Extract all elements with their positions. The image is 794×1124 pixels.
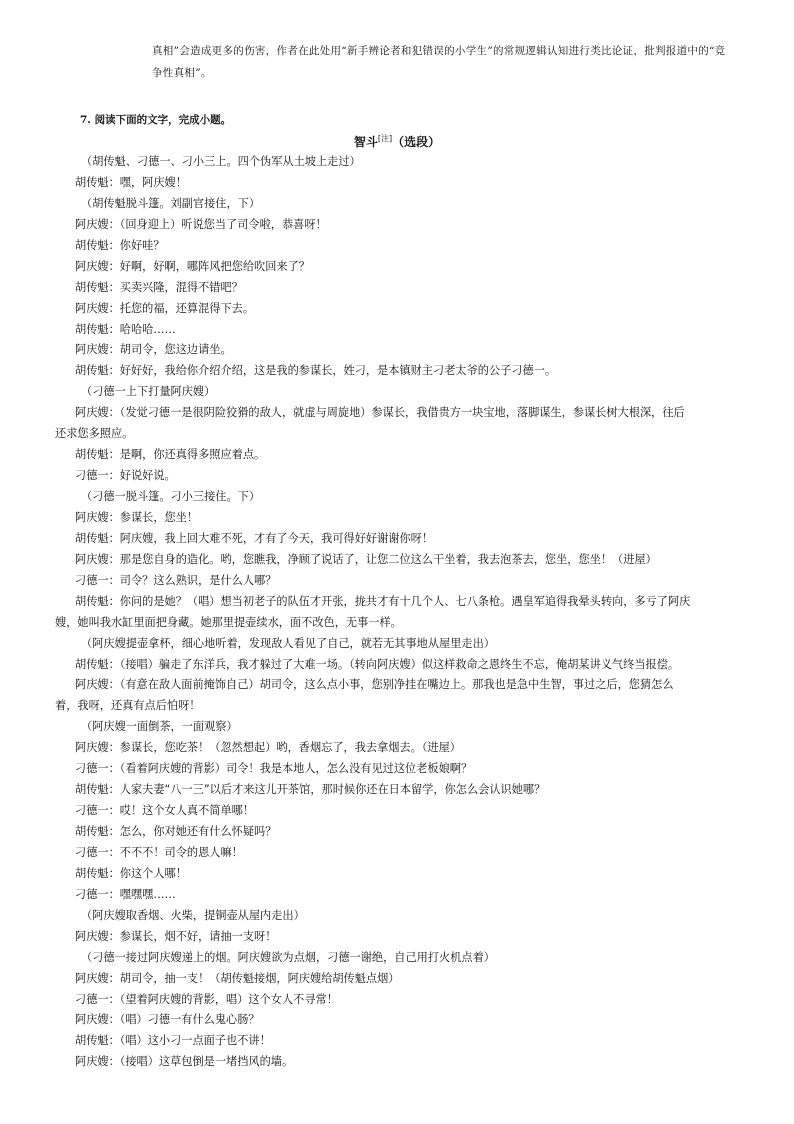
script-line: 阿庆嫂：（发觉刁德一是很阴险狡猾的敌人，就虚与周旋地）参谋长，我借贵方一块宝地，落脚谋生，参谋长树大根深，往后 xyxy=(75,406,685,420)
note-line: 争性真相”。 xyxy=(152,67,212,79)
script-line: 着，我呀，还真有点后怕呀！ xyxy=(55,699,201,713)
script-line: 胡传魁：哈哈哈…… xyxy=(75,322,176,336)
script-line: 嫂，她叫我水缸里面把身藏。她那里提壶续水，面不改色，无事一样。 xyxy=(55,615,402,629)
previous-answer-note xyxy=(152,40,752,84)
title-suffix: （选段） xyxy=(392,135,441,149)
script-line: 阿庆嫂：胡司令，您这边请坐。 xyxy=(75,343,232,357)
script-line: 胡传魁：你这个人哪！ xyxy=(75,866,187,880)
script-line: 阿庆嫂：（接唱）这草包倒是一堵挡风的墙。 xyxy=(75,1055,294,1069)
script-line: 胡传魁：阿庆嫂，我上回大难不死，才有了今天，我可得好好谢谢你呀！ xyxy=(75,531,434,545)
script-line: 刁德一：司令？这么熟识，是什么人哪？ xyxy=(75,573,277,587)
script-line: 胡传魁：买卖兴隆，混得不错吧？ xyxy=(75,280,243,294)
script-line: 刁德一：好说好说。 xyxy=(75,469,176,483)
script-line: 胡传魁：你问的是她？（唱）想当初老子的队伍才开张，拢共才有十几个人、七八条枪。遇皇军追得我晕头转向，多亏了阿庆 xyxy=(75,594,691,608)
script-line: 胡传魁：人家夫妻“八一三”以后才来这儿开茶馆，那时候你还在日本留学，你怎么会认识她哪？ xyxy=(75,783,546,797)
script-line: 阿庆嫂：托您的福，还算混得下去。 xyxy=(75,301,255,315)
title-main: 智斗 xyxy=(353,135,378,149)
script-line: （刁德一接过阿庆嫂递上的烟。阿庆嫂欲为点烟，刁德一谢绝，自己用打火机点着） xyxy=(81,950,495,964)
script-line: 胡传魁：（接唱）骗走了东洋兵，我才躲过了大难一场。（转向阿庆嫂）似这样救命之恩终生不忘，俺胡某讲义气终当报偿。 xyxy=(75,657,680,671)
script-line: （胡传魁脱斗篷。刘副官接住，下） xyxy=(81,196,261,210)
script-line: 胡传魁：你好哇？ xyxy=(75,238,165,252)
script-line: 刁德一：哎！这个女人真不简单哪！ xyxy=(75,804,255,818)
script-line: 刁德一：（看着阿庆嫂的背影）司令！我是本地人，怎么没有见过这位老板娘啊？ xyxy=(75,762,473,776)
script-line: 阿庆嫂：参谋长，您吃茶！（忽然想起）哟，香烟忘了，我去拿烟去。（进屋） xyxy=(75,741,461,755)
script-line: （阿庆嫂提壶拿杯，细心地听着，发现敌人看见了自己，就若无其事地从屋里走出） xyxy=(81,636,495,650)
script-line: 阿庆嫂：（回身迎上）听说您当了司令啦，恭喜呀！ xyxy=(75,217,327,231)
footnote-marker: [注] xyxy=(377,134,393,143)
script-line: 阿庆嫂：好啊，好啊，哪阵风把您给吹回来了？ xyxy=(75,259,310,273)
script-line: 阿庆嫂：（有意在敌人面前掩饰自己）胡司令，这么点小事，您别净挂在嘴边上。那我也是急中生智，事过之后，您猜怎么 xyxy=(75,678,674,692)
note-line: 真相”会造成更多的伤害，作者在此处用“新手辨论者和犯错误的小学生”的常规逻辑认知进行类比论证，批判报道中的“竞 xyxy=(152,45,726,57)
script-line: 阿庆嫂：那是您自身的造化。哟，您瞧我，净顾了说话了，让您二位这么干坐着，我去泡茶去，您坐，您坐！（进屋） xyxy=(75,552,657,566)
script-line: 还求您多照应。 xyxy=(55,427,134,441)
question-heading: 7. 阅读下面的文字，完成小题。 xyxy=(80,114,232,126)
script-line: 刁德一：不不不！司令的恩人嘛！ xyxy=(75,845,243,859)
script-line: 胡传魁：（唱）这小刁一点面子也不讲！ xyxy=(75,1034,271,1048)
script-line: 胡传魁：是啊，你还真得多照应着点。 xyxy=(75,448,266,462)
script-line: （阿庆嫂一面倒茶，一面观察） xyxy=(81,720,238,734)
script-line: 阿庆嫂：参谋长，烟不好，请抽一支呀！ xyxy=(75,929,277,943)
script-line: 胡传魁：好好好，我给你介绍介绍，这是我的参谋长，姓刁，是本镇财主刁老太爷的公子刁德一。 xyxy=(75,364,557,378)
script-line: 刁德一：（望着阿庆嫂的背影，唱）这个女人不寻常！ xyxy=(75,992,338,1006)
script-line: （阿庆嫂取香烟、火柴，提铜壶从屋内走出） xyxy=(81,908,305,922)
script-line: （刁德一脱斗篷。刁小三接住。下） xyxy=(81,490,261,503)
script-line: （刁德一上下打量阿庆嫂） xyxy=(81,385,216,399)
passage-title xyxy=(0,133,794,150)
script-line: 胡传魁：嘿，阿庆嫂！ xyxy=(75,175,187,189)
script-line: 刁德一：嘿嘿嘿…… xyxy=(75,887,176,901)
script-line: 阿庆嫂：（唱）刁德一有什么鬼心肠？ xyxy=(75,1013,260,1027)
script-line: 阿庆嫂：参谋长，您坐！ xyxy=(75,510,199,524)
play-script xyxy=(55,152,740,1073)
script-line: 阿庆嫂：胡司令，抽一支！（胡传魁接烟，阿庆嫂给胡传魁点烟） xyxy=(75,971,400,985)
script-line: 胡传魁：怎么，你对她还有什么怀疑吗？ xyxy=(75,825,277,838)
script-line: （胡传魁、刁德一、刁小三上。四个伪军从土坡上走过） xyxy=(81,155,361,168)
